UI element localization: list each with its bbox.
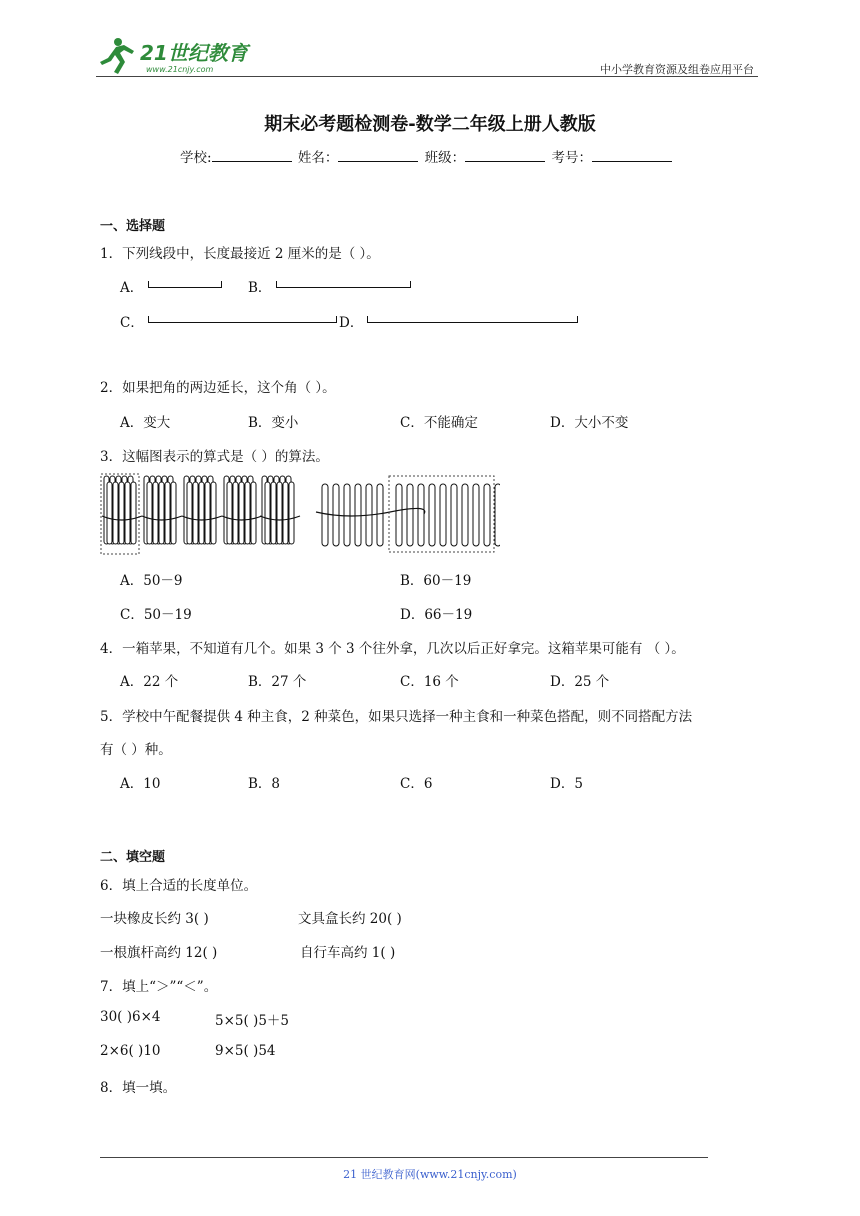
loose-stick xyxy=(344,484,350,546)
q6-item-3: 一根旗杆高约 12( ) xyxy=(100,945,218,961)
logo xyxy=(96,36,256,76)
class-blank[interactable] xyxy=(465,149,545,162)
q1-segment-a xyxy=(148,281,222,288)
q2-option-d: D．大小不变 xyxy=(550,415,629,431)
name-blank[interactable] xyxy=(338,149,418,162)
loose-stick xyxy=(418,484,424,546)
q7-item-2: 5×5( )5＋5 xyxy=(215,1013,289,1029)
question-5-line-2: 有（ ）种。 xyxy=(100,742,172,758)
stick xyxy=(193,482,198,544)
q6-item-2: 文具盒长约 20( ) xyxy=(298,911,402,927)
stick xyxy=(131,482,136,544)
stick xyxy=(277,482,282,544)
stick xyxy=(283,482,288,544)
stick xyxy=(165,482,170,544)
stick xyxy=(159,482,164,544)
question-2: 2．如果把角的两边延长，这个角（ ）。 xyxy=(100,380,336,396)
question-7: 7．填上“＞”“＜”。 xyxy=(100,979,218,995)
q3-option-b: B．60－19 xyxy=(400,573,472,589)
loose-stick xyxy=(440,484,446,546)
name-label: 姓名： xyxy=(297,150,339,166)
platform-name: 中小学教育资源及组卷应用平台 xyxy=(600,63,754,76)
loose-stick xyxy=(451,484,457,546)
stick xyxy=(199,482,204,544)
q3-option-a: A．50－9 xyxy=(120,573,183,589)
q4-option-c: C．16 个 xyxy=(400,674,459,690)
q7-item-4: 9×5( )54 xyxy=(215,1043,276,1059)
q6-item-4: 自行车高约 1( ) xyxy=(300,945,396,961)
student-info-row xyxy=(180,146,674,166)
q3-option-d: D．66－19 xyxy=(400,607,473,623)
stick xyxy=(271,482,276,544)
exam-no-label: 考号： xyxy=(551,150,592,166)
question-4: 4．一箱苹果，不知道有几个。如果 3 个 3 个往外拿，几次以后正好拿完。这箱苹果可能有 （ ）。 xyxy=(100,641,685,657)
logo-text: 21世纪教育 xyxy=(140,41,248,65)
loose-stick xyxy=(355,484,361,546)
q3-option-c: C．50－19 xyxy=(120,607,192,623)
footer-divider xyxy=(100,1157,708,1158)
stick xyxy=(119,482,124,544)
stick xyxy=(233,482,238,544)
stick xyxy=(289,482,294,544)
page-title: 期末必考题检测卷-数学二年级上册人教版 xyxy=(264,114,596,135)
q2-option-a: A．变大 xyxy=(120,415,171,431)
loose-stick xyxy=(473,484,479,546)
stick xyxy=(125,482,130,544)
q1-segment-d xyxy=(367,316,578,323)
loose-stick xyxy=(495,484,500,546)
q5-option-a: A．10 xyxy=(120,776,161,792)
question-8: 8．填一填。 xyxy=(100,1080,177,1096)
q1-option-d-label: D． xyxy=(339,315,364,331)
q6-item-1: 一块橡皮长约 3( ) xyxy=(100,911,209,927)
stick xyxy=(211,482,216,544)
loose-stick xyxy=(377,484,383,546)
stick xyxy=(265,482,270,544)
q1-option-b-label: B． xyxy=(248,280,272,296)
q1-option-c-label: C． xyxy=(120,315,144,331)
q4-option-b: B．27 个 xyxy=(248,674,307,690)
q1-segment-c xyxy=(148,316,337,323)
question-3: 3．这幅图表示的算式是（ ）的算法。 xyxy=(100,449,329,465)
loose-stick xyxy=(484,484,490,546)
stick xyxy=(227,482,232,544)
q5-option-c: C．6 xyxy=(400,776,433,792)
stick xyxy=(147,482,152,544)
q1-option-a-label: A． xyxy=(120,280,144,296)
question-5-line-1: 5．学校中午配餐提供 4 种主食，2 种菜色，如果只选择一种主食和一种菜色搭配，则不同搭配方法 xyxy=(100,709,693,725)
stick xyxy=(187,482,192,544)
loose-stick xyxy=(322,484,328,546)
loose-stick xyxy=(396,484,402,546)
q7-item-1: 30( )6×4 xyxy=(100,1009,161,1025)
footer-text: 21 世纪教育网(www.21cnjy.com) xyxy=(343,1168,517,1181)
stick xyxy=(205,482,210,544)
stick xyxy=(251,482,256,544)
q2-option-c: C．不能确定 xyxy=(400,415,478,431)
running-man-icon xyxy=(100,38,134,74)
q4-option-d: D．25 个 xyxy=(550,674,610,690)
exam-no-blank[interactable] xyxy=(592,149,672,162)
header-divider xyxy=(96,76,758,77)
q1-segment-b xyxy=(276,281,411,288)
loose-stick xyxy=(462,484,468,546)
loose-stick xyxy=(407,484,413,546)
stick xyxy=(107,482,112,544)
logo-url: www.21cnjy.com xyxy=(146,65,214,74)
stick xyxy=(113,482,118,544)
q5-option-b: B．8 xyxy=(248,776,281,792)
q4-option-a: A．22 个 xyxy=(120,674,179,690)
loose-stick xyxy=(429,484,435,546)
class-label: 班级： xyxy=(424,150,466,166)
school-label: 学校: xyxy=(180,150,212,166)
section-fill-heading: 二、填空题 xyxy=(100,850,166,865)
school-blank[interactable] xyxy=(212,149,292,162)
stick-bundles-figure xyxy=(100,472,500,556)
question-6: 6．填上合适的长度单位。 xyxy=(100,878,258,894)
stick xyxy=(245,482,250,544)
q7-item-3: 2×6( )10 xyxy=(100,1043,161,1059)
q2-option-b: B．变小 xyxy=(248,415,299,431)
stick xyxy=(153,482,158,544)
stick xyxy=(239,482,244,544)
section-choice-heading: 一、选择题 xyxy=(100,219,166,234)
stick xyxy=(171,482,176,544)
question-1: 1．下列线段中，长度最接近 2 厘米的是（ ）。 xyxy=(100,246,380,262)
q5-option-d: D．5 xyxy=(550,776,583,792)
